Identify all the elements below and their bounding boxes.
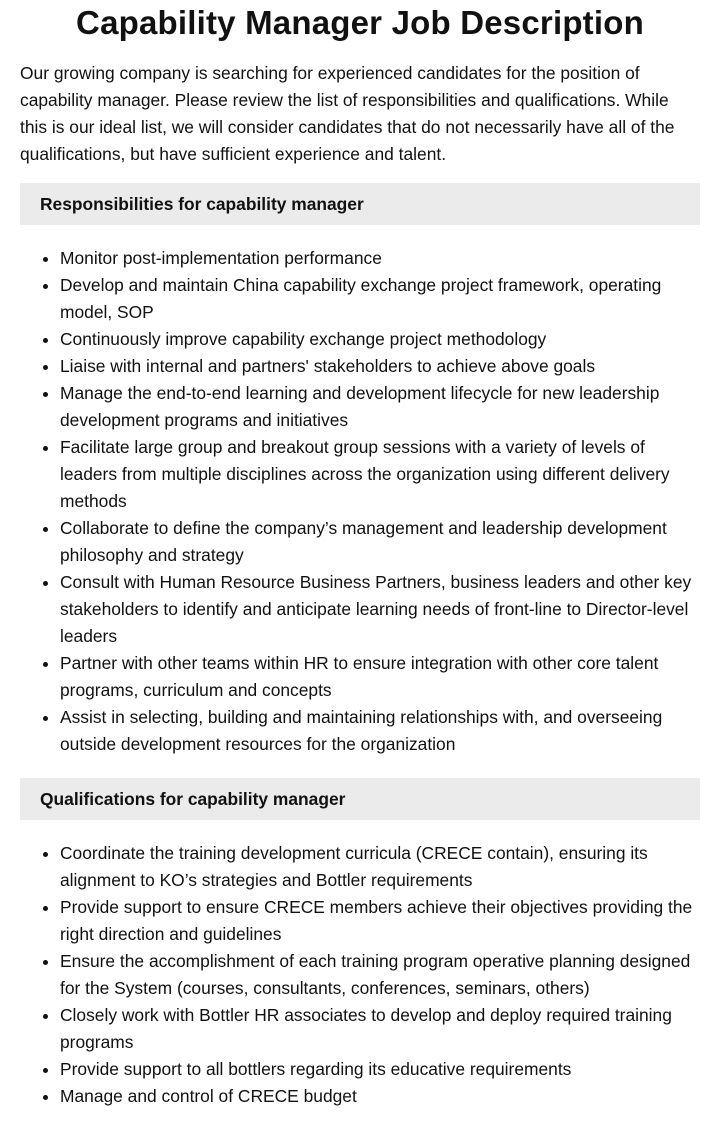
list-item: • Liaise with internal and partners' stakeholders to achieve above goals — [60, 353, 700, 380]
list-item: • Assist in selecting, building and maintaining relationships with, and overseeing outside development resources for the organization — [60, 704, 700, 758]
list-item: • Monitor post-implementation performance — [60, 245, 700, 272]
list-item: • Provide support to all bottlers regarding its educative requirements — [60, 1056, 700, 1083]
list-item: • Manage the end-to-end learning and development lifecycle for new leadership development programs and initiatives — [60, 380, 700, 434]
list-item: • Provide support to ensure CRECE members achieve their objectives providing the right direction and guidelines — [60, 894, 700, 948]
list-item: • Closely work with Bottler HR associates to develop and deploy required training programs — [60, 1002, 700, 1056]
qualifications-list — [20, 840, 700, 1110]
list-item: • Manage and control of CRECE budget — [60, 1083, 700, 1110]
list-item: • Collaborate to define the company’s management and leadership development philosophy and strategy — [60, 515, 700, 569]
intro-paragraph: Our growing company is searching for experienced candidates for the position of capability manager. Please review the list of responsibilities and qualifications. While this is our ideal list, we will consider candidates that do not necessarily have all of the qualifications, but have sufficient experience and talent. — [20, 63, 675, 164]
responsibilities-heading: Responsibilities for capability manager — [20, 183, 700, 225]
list-item: • Partner with other teams within HR to ensure integration with other core talent programs, curriculum and concepts — [60, 650, 700, 704]
list-item: • Facilitate large group and breakout group sessions with a variety of levels of leaders from multiple disciplines across the organization using different delivery methods — [60, 434, 700, 515]
list-item: • Consult with Human Resource Business Partners, business leaders and other key stakeholders to identify and anticipate learning needs of front-line to Director-level leaders — [60, 569, 700, 650]
list-item: • Ensure the accomplishment of each training program operative planning designed for the System (courses, consultants, conferences, seminars, others) — [60, 948, 700, 1002]
page-title: Capability Manager Job Description — [76, 4, 644, 41]
qualifications-heading: Qualifications for capability manager — [20, 778, 700, 820]
list-item: • Continuously improve capability exchange project methodology — [60, 326, 700, 353]
responsibilities-list — [20, 245, 700, 758]
list-item: • Develop and maintain China capability exchange project framework, operating model, SOP — [60, 272, 700, 326]
list-item: • Coordinate the training development curricula (CRECE contain), ensuring its alignment to KO’s strategies and Bottler requirements — [60, 840, 700, 894]
